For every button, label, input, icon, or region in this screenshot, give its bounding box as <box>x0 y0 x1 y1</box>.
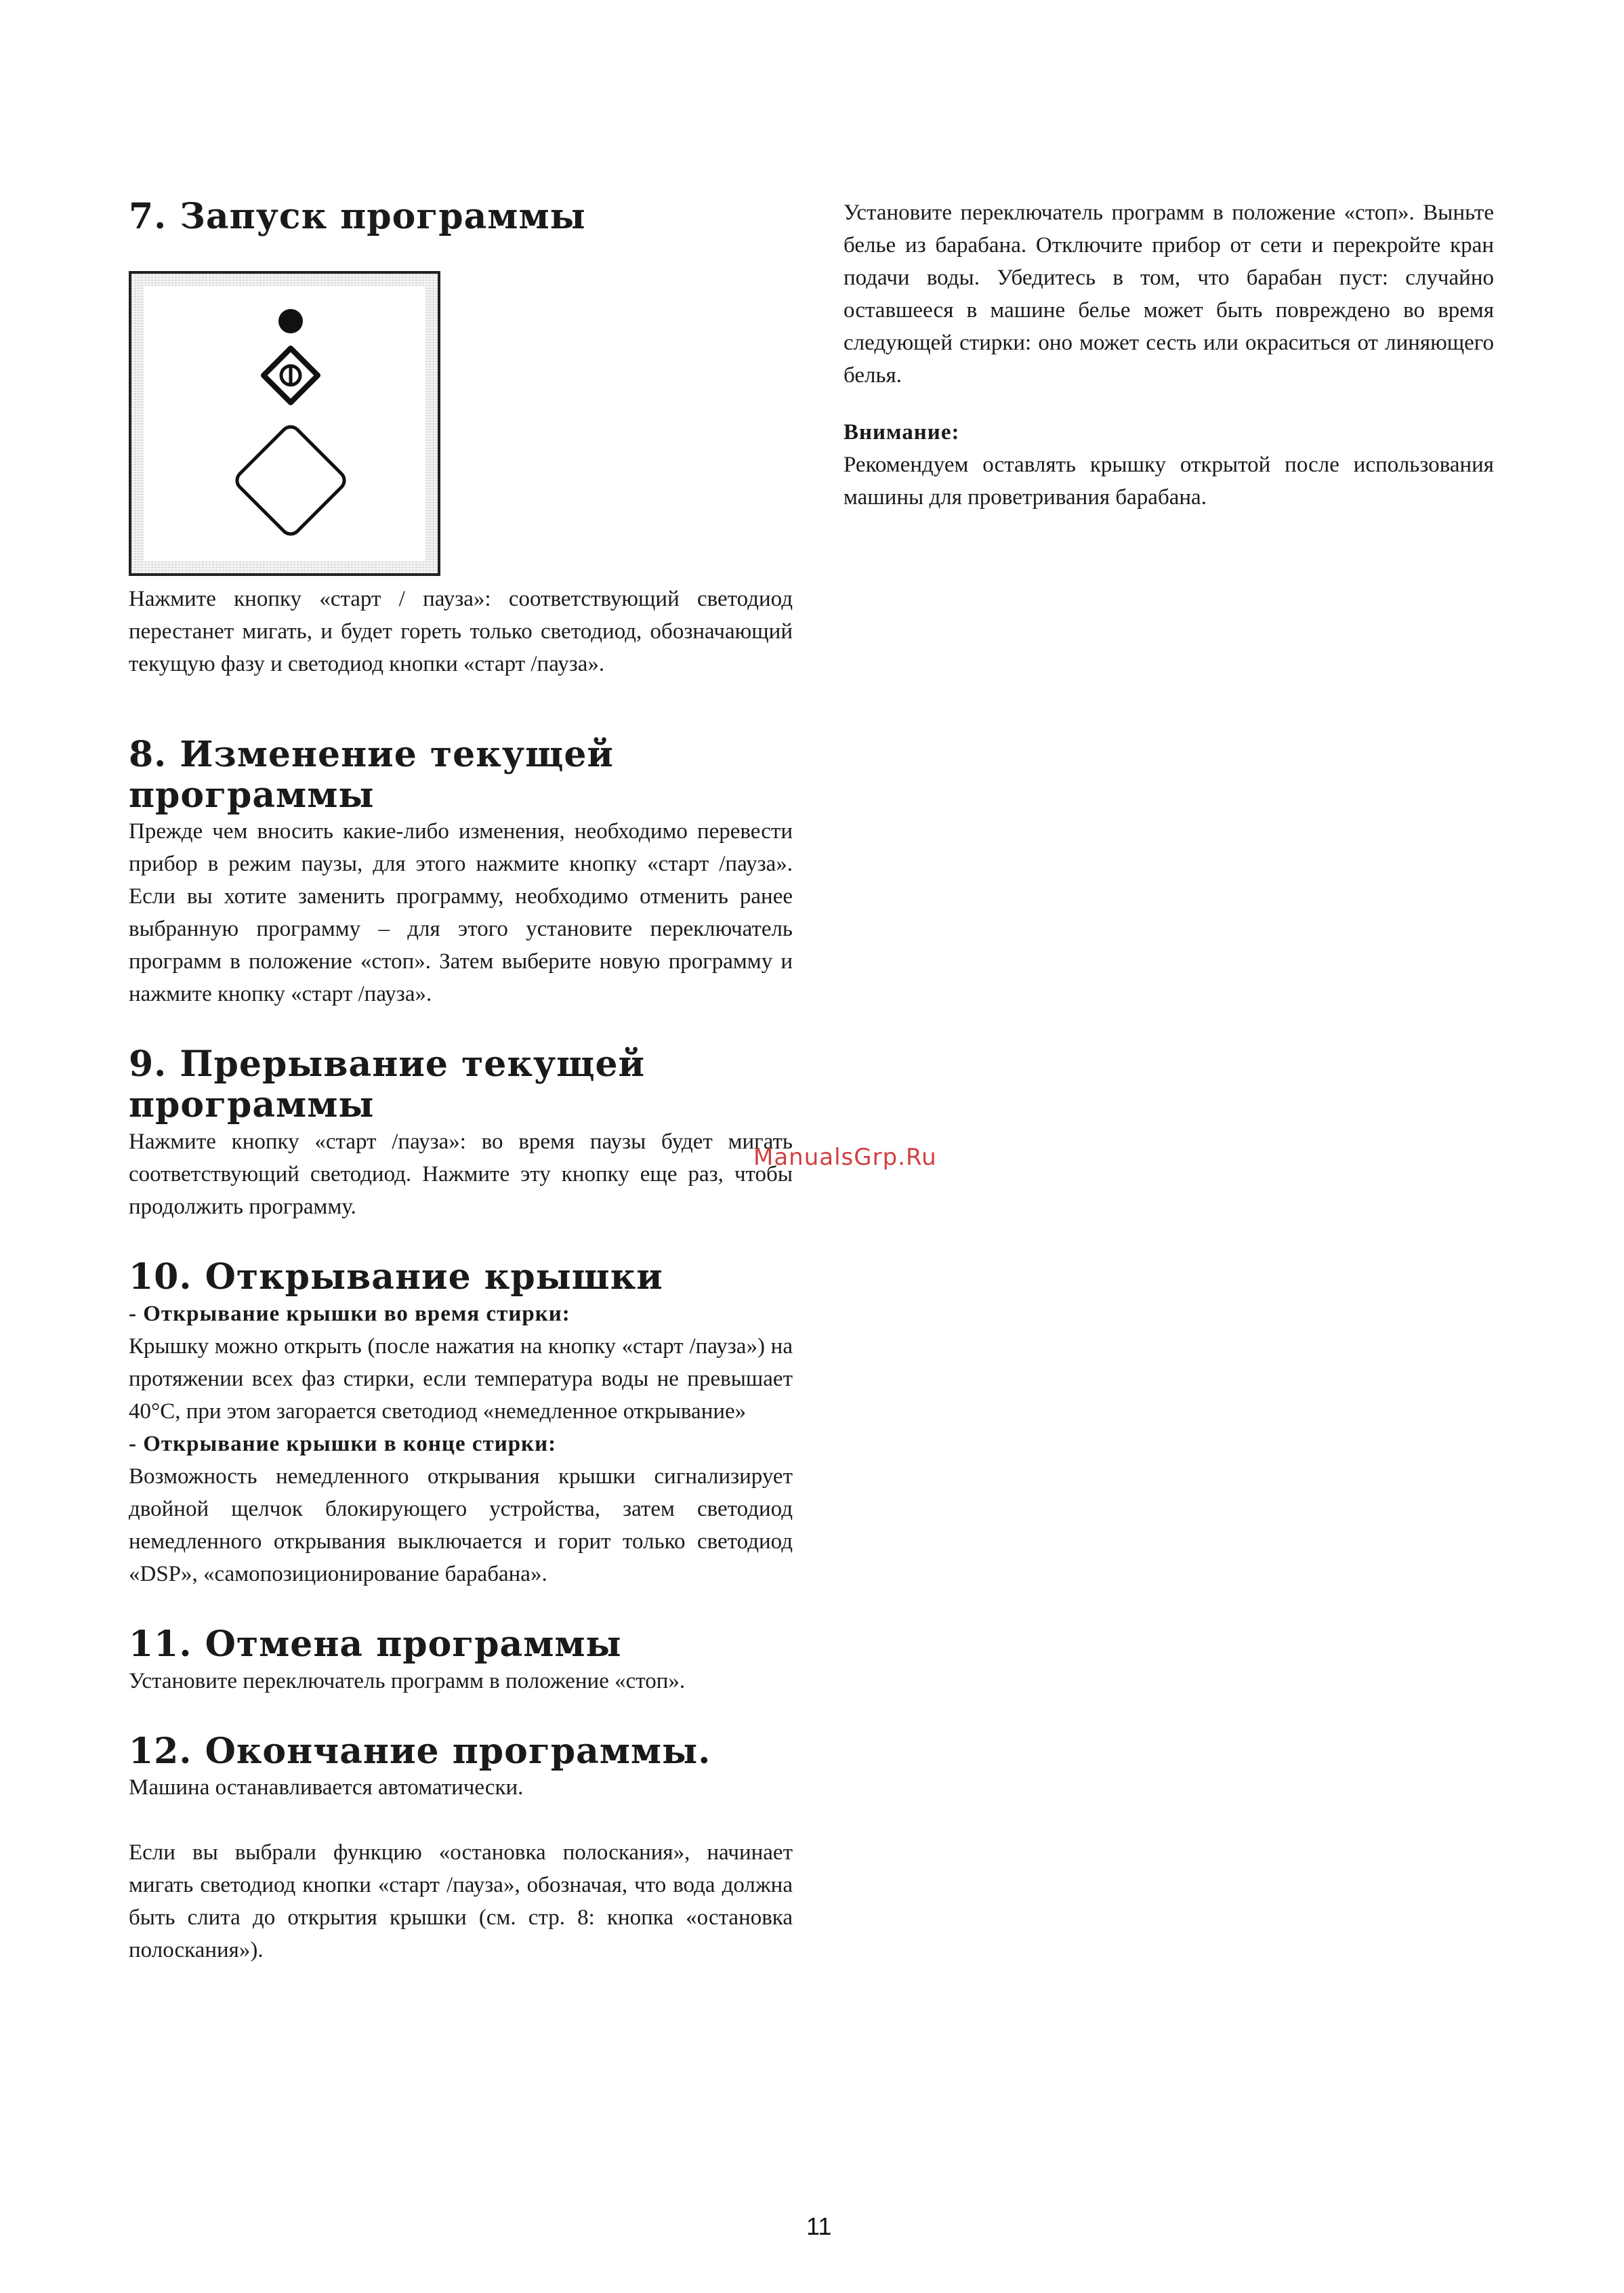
page-number: 11 <box>806 2212 832 2240</box>
section-10-text-2: Возможность немедленного открывания крышки сигнализирует двойной щелчок блокирующего устройства, затем светодиод немедленного открывания выключается и горит только светодиод «DSP», «самопозиционирование барабана». <box>129 1464 793 1586</box>
diamond-button-icon <box>233 423 348 538</box>
start-pause-icon <box>264 348 318 402</box>
section-8-title: 8. Изменение текущей программы <box>129 733 614 816</box>
section-10-subheading-2: - Открывание крышки в конце стирки: <box>129 1431 557 1456</box>
led-dot-icon <box>278 309 303 333</box>
section-9-title: 9. Прерывание текущей программы <box>129 1044 646 1126</box>
section-7-text: Нажмите кнопку «старт / пауза»: соответствующий светодиод перестанет мигать, и будет гореть только светодиод, обозначающий текущую фазу и светодиод кнопки «старт /пауза». <box>129 586 793 676</box>
section-8-text: Прежде чем вносить какие-либо изменения, необходимо перевести прибор в режим паузы, для этого нажмите кнопку «старт /пауза». Если вы хотите заменить программу, необходимо отменить ранее выбранную программу – для этого установите переключатель программ в положение «стоп». Затем выберите новую программу и нажмите кнопку «старт /пауза». <box>129 819 793 1007</box>
section-9-text: Нажмите кнопку «старт /пауза»: во время паузы будет мигать соответствующий светодиод. Нажмите эту кнопку еще раз, чтобы продолжить программу. <box>129 1129 793 1219</box>
right-column <box>844 197 1494 514</box>
section-7-title: 7. Запуск программы <box>129 196 586 237</box>
section-12-title: 12. Окончание программы. <box>129 1730 711 1772</box>
section-11-text: Установите переключатель программ в положение «стоп». <box>129 1668 686 1693</box>
left-column <box>129 197 793 1966</box>
section-10-text-1: Крышку можно открыть (после нажатия на кнопку «старт /пауза») на протяжении всех фаз стирки, если температура воды не превышает 40°C, при этом загорается светодиод «немедленное открывание» <box>129 1334 793 1424</box>
attention-text: Рекомендуем оставлять крышку открытой после использования машины для проветривания барабана. <box>844 453 1494 510</box>
section-10-title: 10. Открывание крышки <box>129 1256 663 1298</box>
right-text: Установите переключатель программ в положение «стоп». Выньте белье из барабана. Отключите прибор от сети и перекройте кран подачи воды. Убедитесь в том, что барабан пуст: случайно оставшееся в машине белье может быть повреждено во время следующей стирки: оно может сесть или окраситься от линяющего белья. <box>844 201 1494 388</box>
section-12-text-1: Машина останавливается автоматически. <box>129 1775 524 1800</box>
attention-title: Внимание: <box>844 420 960 445</box>
start-pause-panel-illustration <box>129 271 440 576</box>
section-11-title: 11. Отмена программы <box>129 1623 622 1665</box>
panel-drawing <box>131 274 438 573</box>
watermark: ManualsGrp.Ru <box>753 1144 937 1171</box>
section-12-text-2: Если вы выбрали функцию «остановка полоскания», начинает мигать светодиод кнопки «старт /пауза», обозначая, что вода должна быть слита до открытия крышки (см. стр. 8: кнопка «остановка полоскания»). <box>129 1840 793 1963</box>
section-10-subheading-1: - Открывание крышки во время стирки: <box>129 1301 570 1326</box>
